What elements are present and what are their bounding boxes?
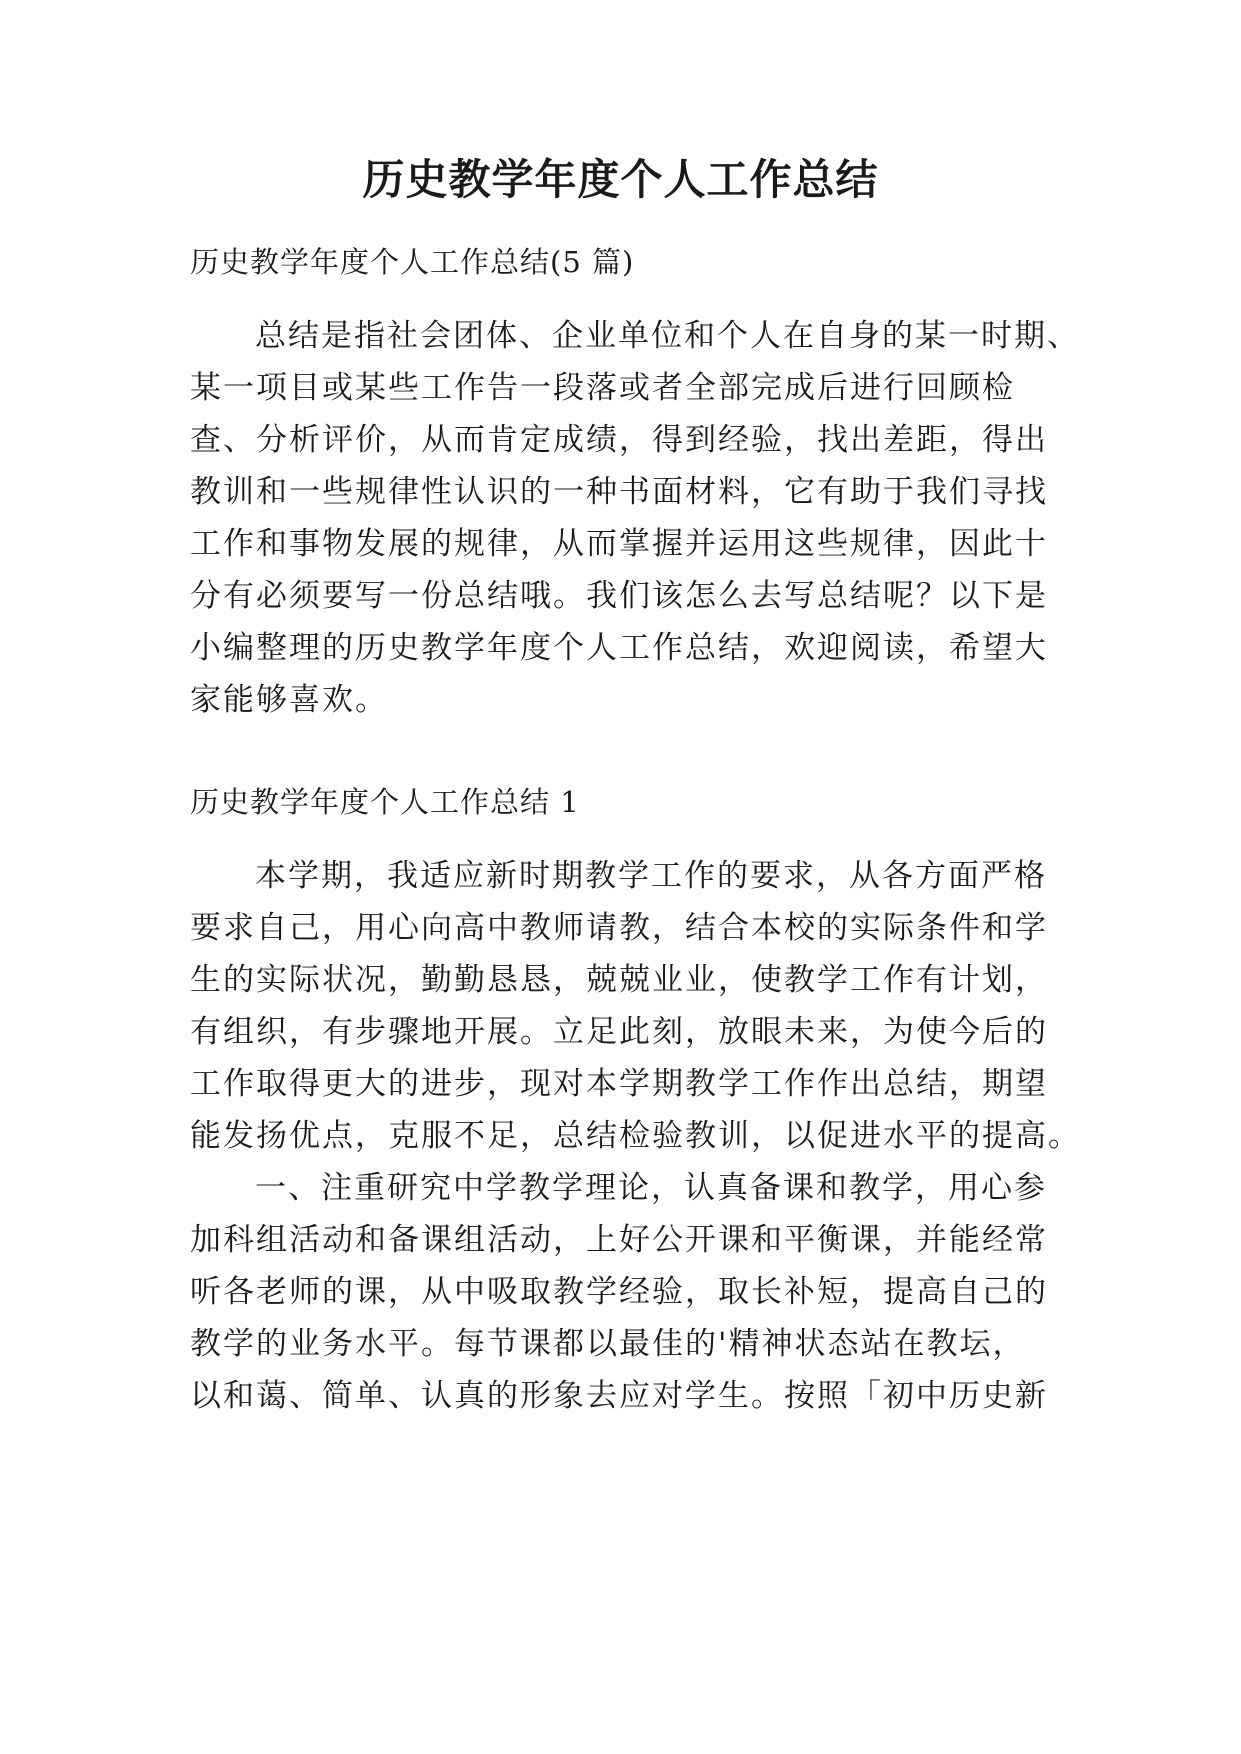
body-line: 一、注重研究中学教学理论，认真备课和教学，用心参 <box>255 1170 1047 1206</box>
body-line: 能发扬优点，克服不足，总结检验教训，以促进水平的提高。 <box>190 1118 1081 1154</box>
intro-line: 教训和一些规律性认识的一种书面材料，它有助于我们寻找 <box>190 474 1048 510</box>
body-line: 要求自己，用心向高中教师请教，结合本校的实际条件和学 <box>190 910 1048 946</box>
section-heading: 历史教学年度个人工作总结 1 <box>190 785 580 819</box>
intro-line: 总结是指社会团体、企业单位和个人在自身的某一时期、 <box>255 318 1080 354</box>
intro-line: 家能够喜欢。 <box>190 682 388 718</box>
body-line: 工作取得更大的进步，现对本学期教学工作作出总结，期望 <box>190 1066 1048 1102</box>
body-line: 本学期，我适应新时期教学工作的要求，从各方面严格 <box>255 858 1047 894</box>
intro-line: 分有必须要写一份总结哦。我们该怎么去写总结呢？以下是 <box>190 578 1048 614</box>
body-line: 以和蔼、简单、认真的形象去应对学生。按照「初中历史新 <box>190 1378 1048 1414</box>
document-subtitle: 历史教学年度个人工作总结(5 篇) <box>190 245 635 279</box>
intro-line: 查、分析评价，从而肯定成绩，得到经验，找出差距，得出 <box>190 422 1048 458</box>
body-line: 有组织，有步骤地开展。立足此刻，放眼未来，为使今后的 <box>190 1014 1048 1050</box>
document-title: 历史教学年度个人工作总结 <box>362 155 879 204</box>
body-line: 加科组活动和备课组活动，上好公开课和平衡课，并能经常 <box>190 1222 1048 1258</box>
intro-line: 小编整理的历史教学年度个人工作总结，欢迎阅读，希望大 <box>190 630 1048 666</box>
body-line: 听各老师的课，从中吸取教学经验，取长补短，提高自己的 <box>190 1274 1048 1310</box>
body-line: 生的实际状况，勤勤恳恳，兢兢业业，使教学工作有计划， <box>190 962 1048 998</box>
body-line: 教学的业务水平。每节课都以最佳的'精神状态站在教坛， <box>190 1326 1026 1362</box>
intro-line: 工作和事物发展的规律，从而掌握并运用这些规律，因此十 <box>190 526 1048 562</box>
intro-line: 某一项目或某些工作告一段落或者全部完成后进行回顾检 <box>190 370 1015 406</box>
